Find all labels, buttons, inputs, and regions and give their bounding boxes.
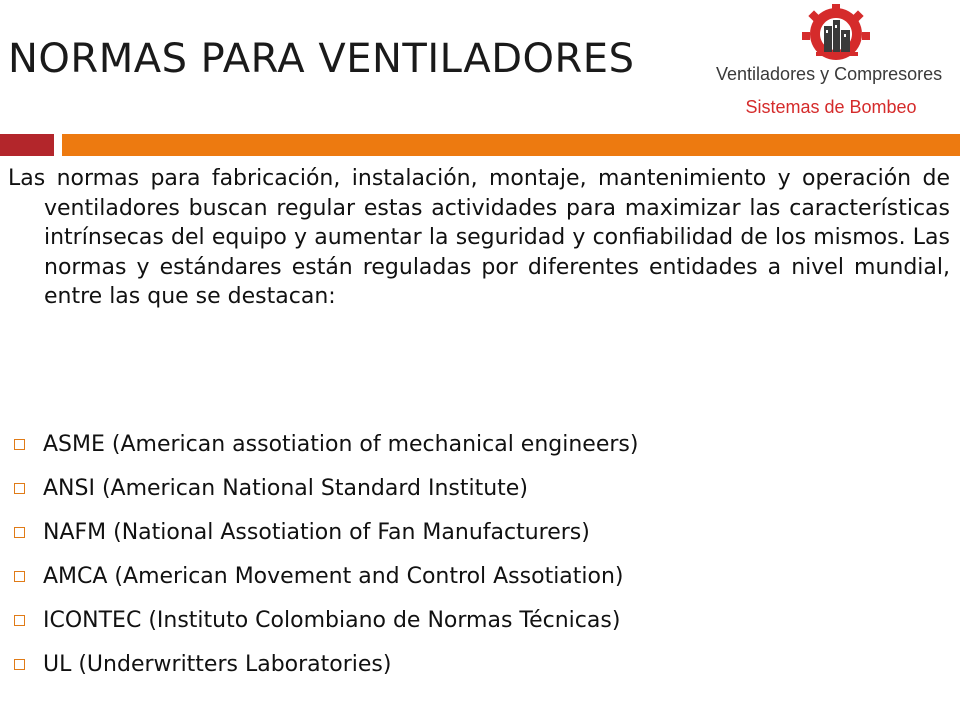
square-bullet-icon [14, 659, 25, 670]
list-item [14, 466, 638, 510]
list-item [14, 554, 638, 598]
square-bullet-icon [14, 527, 25, 538]
list-item [14, 642, 638, 686]
square-bullet-icon [14, 571, 25, 582]
accent-bar-red [0, 134, 54, 156]
company-logo [716, 4, 956, 130]
list-item-text: AMCA (American Movement and Control Assotiation) [43, 563, 624, 589]
intro-paragraph: Las normas para fabricación, instalación, montaje, mantenimiento y operación de ventiladores buscan regular estas actividades para maximizar las características intrínsecas del equipo y aumentar la seguridad y confiabilidad de los mismos. Las normas y estándares están reguladas por diferentes entidades a nivel mundial, entre las que se destacan: [8, 166, 950, 309]
square-bullet-icon [14, 439, 25, 450]
accent-bar-orange [62, 134, 960, 156]
square-bullet-icon [14, 483, 25, 494]
standards-list [14, 422, 638, 686]
logo-text-secondary: Sistemas de Bombeo [745, 97, 917, 117]
gear-building-icon [796, 4, 876, 62]
slide-title: NORMAS PARA VENTILADORES [8, 36, 635, 82]
list-item [14, 510, 638, 554]
list-item-text: ASME (American assotiation of mechanical engineers) [43, 431, 639, 457]
list-item-text: ANSI (American National Standard Institute) [43, 475, 528, 501]
list-item-text: NAFM (National Assotiation of Fan Manufacturers) [43, 519, 590, 545]
square-bullet-icon [14, 615, 25, 626]
list-item-text: ICONTEC (Instituto Colombiano de Normas Técnicas) [43, 607, 621, 633]
list-item [14, 598, 638, 642]
list-item [14, 422, 638, 466]
list-item-text: UL (Underwritters Laboratories) [43, 651, 392, 677]
logo-text-primary: Ventiladores y Compresores [716, 64, 943, 84]
